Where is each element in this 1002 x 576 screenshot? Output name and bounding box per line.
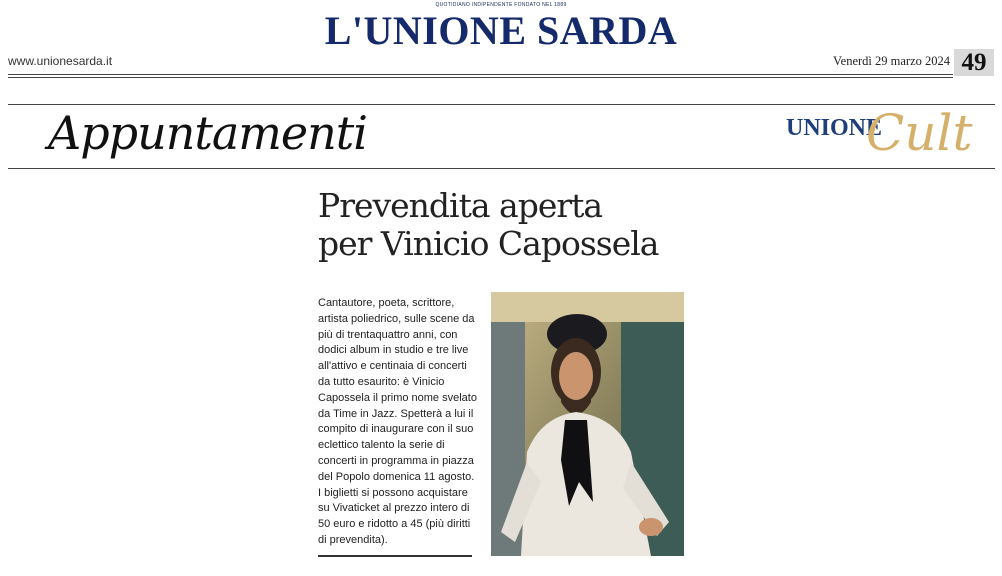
- brand-unione-text: UNIONE: [786, 115, 883, 141]
- headline-line-2: per Vinicio Capossela: [318, 224, 659, 263]
- headline-line-1: Prevendita aperta: [318, 186, 603, 225]
- article-photo: [491, 292, 684, 556]
- newspaper-title[interactable]: L'UNIONE SARDA: [324, 8, 678, 53]
- section-divider-top: [8, 104, 995, 105]
- page-number: 49: [954, 49, 994, 76]
- article-body: [318, 296, 478, 549]
- header-divider: [8, 77, 953, 78]
- unione-cult-logo: [782, 106, 982, 166]
- masthead-tagline: QUOTIDIANO INDIPENDENTE FONDATO NEL 1889: [435, 2, 567, 8]
- header-divider: [8, 74, 953, 75]
- article-headline: [318, 187, 738, 263]
- section-divider-bottom: [8, 168, 995, 169]
- article-end-rule: [318, 555, 472, 557]
- site-url[interactable]: www.unionesarda.it: [8, 54, 113, 68]
- brand-cult-text: Cult: [866, 104, 973, 162]
- article-paragraph: Cantautore, poeta, scrittore, artista poliedrico, sulle scene da più di trentaquattro anni, con dodici album in studio e tre live all'attivo e centinaia di concerti da tutto esaurito: è Vinicio Capossela il primo nome svelato da Time in Jazz. Spetterà a lui il compito di inaugurare con il suo eclettico talento la serie di concerti in programma in piazza del Popolo domenica 11 agosto. I biglietti si possono acquistare su Vivaticket al prezzo intero di 50 euro e ridotto a 45 (più diritti di prevendita).: [318, 297, 477, 546]
- issue-date: Venerdì 29 marzo 2024: [833, 54, 950, 68]
- section-title: Appuntamenti: [48, 106, 367, 160]
- portrait-image: [491, 292, 684, 556]
